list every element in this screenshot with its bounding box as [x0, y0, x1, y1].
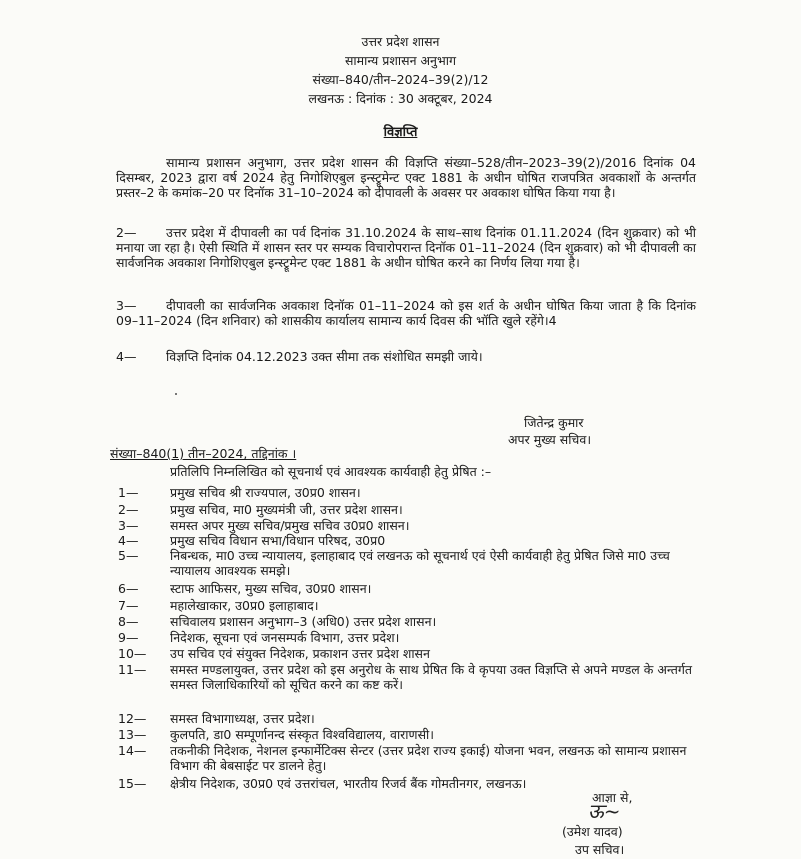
scan-speck — [175, 393, 177, 395]
list-item-number: 11— — [118, 662, 147, 677]
paragraph-2-number: 2— — [116, 225, 137, 240]
list-item-number: 4— — [118, 533, 139, 548]
list-item-text: प्रमुख सचिव, मा0 मुख्यमंत्री जी, उत्तर प्रदेश शासन। — [170, 502, 403, 517]
signatory-name: जितेन्द्र कुमार — [524, 415, 584, 430]
paragraph-1 — [116, 155, 696, 200]
paragraph-3 — [116, 298, 696, 328]
list-item-text: तकनीकी निदेशक, नेशनल इन्फार्मेटिक्स सेन्टर (उत्तर प्रदेश राज्य इकाई) योजना भवन, लखनऊ को सामान्य प्रशासन विभाग की बेबसाईट पर डालने हेतु। — [170, 743, 687, 773]
header-government: उत्तर प्रदेश शासन — [361, 34, 440, 49]
notice-title-text: विज्ञप्ति — [383, 125, 418, 140]
list-item-number: 9— — [118, 630, 139, 645]
list-item-number: 10— — [118, 646, 147, 661]
list-item-text: कुलपति, डा0 सम्पूर्णानन्द संस्कृत विश्वविद्यालय, वाराणसी। — [170, 727, 434, 742]
deputy-secretary-name: (उमेश यादव) — [562, 824, 623, 839]
list-item-number: 3— — [118, 518, 139, 533]
list-item-text: स्टाफ आफिसर, मुख्य सचिव, उ0प्र0 शासन। — [170, 581, 372, 596]
handwritten-initials-signature: ऊ~ — [588, 799, 621, 823]
paragraph-3-text: दीपावली का सार्वजनिक अवकाश दिनॉक 01–11–2024 को इस शर्त के अधीन घोषित किया जाता है कि दिनांक 09–11–2024 (दिन शनिवार) को शासकीय कार्यालय सामान्य कार्य दिवस की भॉति खुले रहेंगे।4 — [116, 298, 696, 328]
header-department: सामान्य प्रशासन अनुभाग — [344, 53, 457, 68]
list-item-text: समस्त विभागाध्यक्ष, उत्तर प्रदेश। — [170, 711, 315, 726]
list-item-text: सचिवालय प्रशासन अनुभाग–3 (अधि0) उत्तर प्रदेश शासन। — [170, 614, 437, 629]
header-date: लखनऊ : दिनांक : 30 अक्टूबर, 2024 — [308, 91, 493, 106]
list-item-number: 8— — [118, 614, 139, 629]
copy-reference-number: संख्या–840(1) तीन–2024, तद्दिनांक । — [110, 446, 297, 461]
paragraph-4-text: विज्ञप्ति दिनांक 04.12.2023 उक्त सीमा तक संशोधित समझी जाये। — [166, 349, 483, 364]
list-item-number: 2— — [118, 502, 139, 517]
list-item-number: 1— — [118, 485, 139, 500]
list-item-number: 5— — [118, 548, 139, 563]
list-item-number: 15— — [118, 776, 147, 791]
list-item-text: महालेखाकार, उ0प्र0 इलाहाबाद। — [170, 598, 319, 613]
list-item-number: 6— — [118, 581, 139, 596]
list-item-text: समस्त अपर मुख्य सचिव/प्रमुख सचिव उ0प्र0 शासन। — [170, 518, 410, 533]
signatory-designation: अपर मुख्य सचिव। — [508, 432, 592, 447]
list-item-number: 7— — [118, 598, 139, 613]
list-item-text: प्रमुख सचिव विधान सभा/विधान परिषद, उ0प्र0 — [170, 533, 386, 548]
by-order-text: आज्ञा से, — [592, 790, 633, 805]
list-item-text: प्रमुख सचिव श्री राज्यपाल, उ0प्र0 शासन। — [170, 485, 361, 500]
paragraph-2-text: उत्तर प्रदेश में दीपावली का पर्व दिनांक 31.10.2024 के साथ–साथ दिनांक 01.11.2024 (दिन शुक्रवार) को भी मनाया जा रहा है। ऐसी स्थिति में शासन स्तर पर सम्यक विचारोपरान्त दिनॉक 01–11–2024 (दिन शुक्रवार) को भी दीपावली का सार्वजनिक अवकाश निगोशिएबुल इन्स्ट्रूमेन्ट एक्ट 1881 के अधीन घोषित करने का निर्णय लिया गया है। — [116, 225, 696, 270]
notice-title — [0, 125, 801, 140]
list-item-number: 14— — [118, 743, 147, 758]
paragraph-2 — [116, 225, 696, 270]
list-item-text: समस्त मण्डलायुक्त, उत्तर प्रदेश को इस अनुरोध के साथ प्रेषित कि वे कृपया उक्त विज्ञप्ति से अपने मण्डल के अन्तर्गत समस्त जिलाधिकारियों को सूचित करने का कष्ट करें। — [170, 662, 693, 692]
paragraph-1-text: सामान्य प्रशासन अनुभाग, उत्तर प्रदेश शासन की विज्ञप्ति संख्या–528/तीन–2023–39(2)/2016 दिनांक 04 दिसम्बर, 2023 द्वारा वर्ष 2024 हेतु निगोशिएबुल इन्स्ट्रूमेन्ट एक्ट 1881 के अधीन घोषित राजपत्रित अवकाशों के अन्तर्गत प्रस्तर–2 के कमांक–20 पर दिनॉक 31–10–2024 को दीपावली के अवसर पर अवकाश घोषित किया गया है। — [116, 155, 696, 200]
list-item-text: निदेशक, सूचना एवं जनसम्पर्क विभाग, उत्तर प्रदेश। — [170, 630, 400, 645]
paragraph-3-number: 3— — [116, 298, 137, 313]
list-item-text: क्षेत्रीय निदेशक, उ0प्र0 एवं उत्तरांचल, भारतीय रिजर्व बैंक गोमतीनगर, लखनऊ। — [170, 776, 527, 791]
deputy-secretary-designation: उप सचिव। — [575, 842, 625, 857]
list-item-number: 13— — [118, 727, 147, 742]
list-item-text: निबन्धक, मा0 उच्च न्यायालय, इलाहाबाद एवं लखनऊ को सूचनार्थ एवं ऐसी कार्यवाही हेतु प्रेषित जिसे मा0 उच्च न्यायालय आवश्यक समझे। — [170, 548, 670, 578]
paragraph-4 — [116, 349, 696, 364]
copy-intro: प्रतिलिपि निम्नलिखित को सूचनार्थ एवं आवश्यक कार्यवाही हेतु प्रेषित :– — [170, 464, 492, 479]
paragraph-4-number: 4— — [116, 349, 137, 364]
list-item-text: उप सचिव एवं संयुक्त निदेशक, प्रकाशन उत्तर प्रदेश शासन — [170, 646, 430, 661]
list-item-number: 12— — [118, 711, 147, 726]
header-reference-number: संख्या–840/तीन–2024–39(2)/12 — [312, 72, 489, 87]
